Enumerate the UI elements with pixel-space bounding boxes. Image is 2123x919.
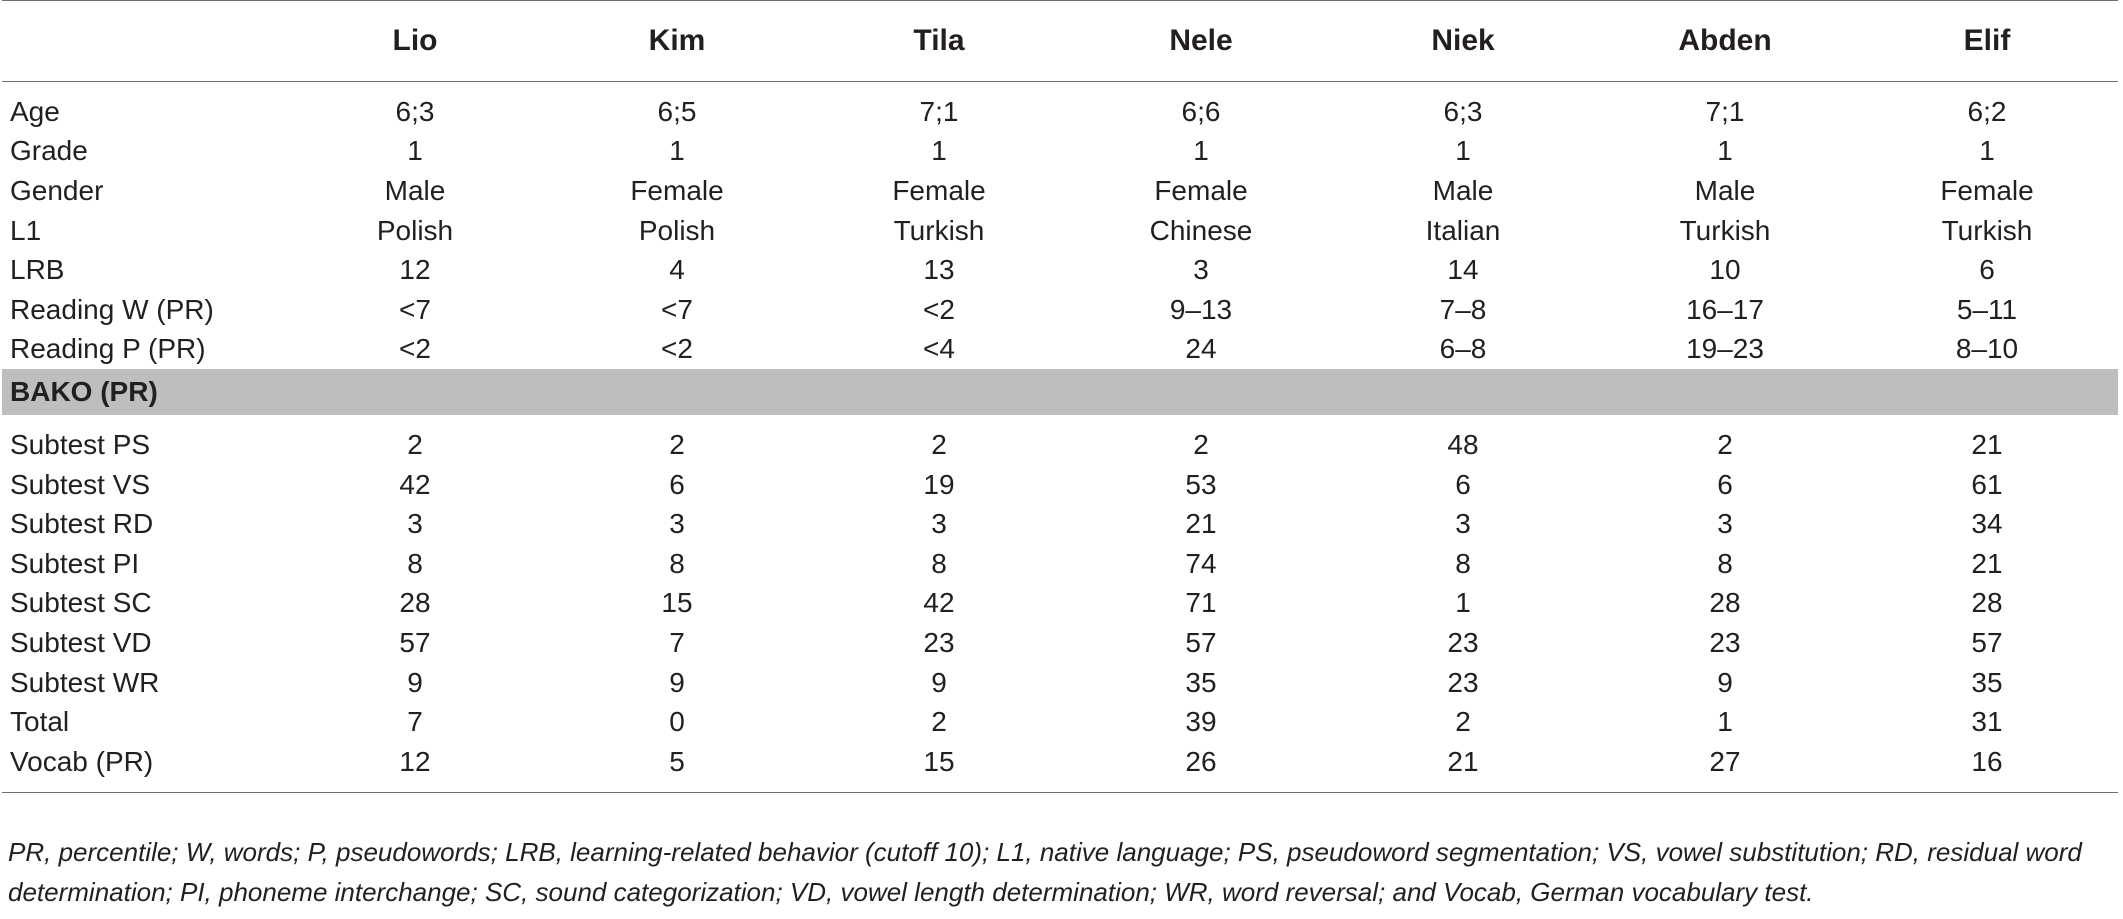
table-cell: Female <box>630 174 724 206</box>
table-cell: 9 <box>669 666 685 698</box>
table-cell: 16 <box>1856 742 2118 792</box>
table-cell: <7 <box>399 293 431 325</box>
table-cell: 1 <box>1455 135 1471 167</box>
header-cell-tila: Tila <box>808 1 1070 82</box>
table-cell: 2 <box>931 428 947 460</box>
table-cell: 2 <box>669 428 685 460</box>
table-cell: Female <box>892 174 986 206</box>
table-cell: 28 <box>1971 587 2003 619</box>
row-label: Subtest PS <box>10 428 151 460</box>
table-cell: 9 <box>407 666 423 698</box>
table-cell: 5–11 <box>1956 293 2018 325</box>
table-cell: 6 <box>1717 468 1733 500</box>
table-cell: 2 <box>1193 428 1209 460</box>
table-cell: 2 <box>931 706 947 738</box>
row-label: Grade <box>10 135 88 167</box>
table-cell: 12 <box>399 254 431 286</box>
table-cell: 8 <box>931 547 947 579</box>
table-cell: 28 <box>399 587 431 619</box>
table-cell: Male <box>1694 174 1756 206</box>
table-cell: 1 <box>1193 135 1209 167</box>
table-cell: 8 <box>1455 547 1471 579</box>
table-cell: 21 <box>1185 508 1217 540</box>
table-row <box>2 290 2118 330</box>
table-cell: 6 <box>669 468 685 500</box>
table-cell: Chinese <box>1149 214 1253 246</box>
table-cell: 57 <box>1971 626 2003 658</box>
table-cell: 2 <box>407 428 423 460</box>
table-cell: 19–23 <box>1686 333 1764 365</box>
table-row <box>2 171 2118 211</box>
table-cell: 42 <box>399 468 431 500</box>
table-row <box>2 584 2118 624</box>
row-label: Subtest SC <box>10 587 152 619</box>
table-row <box>2 132 2118 172</box>
table-cell: 0 <box>669 706 685 738</box>
table-cell: 39 <box>1185 706 1217 738</box>
table-row <box>2 82 2118 132</box>
header-cell-niek: Niek <box>1332 1 1594 82</box>
table-cell: 61 <box>1971 468 2003 500</box>
table-cell: 16–17 <box>1686 293 1764 325</box>
table-cell: Polish <box>638 214 716 246</box>
table-cell: Turkish <box>1941 214 2033 246</box>
table-cell: 26 <box>1070 742 1332 792</box>
table-cell: 1 <box>407 135 423 167</box>
table-cell: 2 <box>1717 428 1733 460</box>
table-cell: Male <box>1432 174 1494 206</box>
table-cell: 21 <box>1971 428 2003 460</box>
header-cell-empty <box>2 1 284 82</box>
table-cell: 7 <box>407 706 423 738</box>
table-cell: 1 <box>1717 706 1733 738</box>
table-cell: 21 <box>1971 547 2003 579</box>
table-cell: <2 <box>399 333 431 365</box>
table-row <box>2 544 2118 584</box>
table-cell: Turkish <box>893 214 985 246</box>
table-cell: 27 <box>1594 742 1856 792</box>
table-cell: 9 <box>931 666 947 698</box>
table-cell: 9–13 <box>1169 293 1233 325</box>
table-row <box>2 663 2118 703</box>
table-body-bako <box>2 415 2118 792</box>
table-cell: 53 <box>1185 468 1217 500</box>
row-label: L1 <box>10 214 42 246</box>
row-label: Subtest RD <box>10 508 154 540</box>
header-cell-abden: Abden <box>1594 1 1856 82</box>
header-row <box>2 1 2118 82</box>
table-cell: 57 <box>1185 626 1217 658</box>
table-cell: 12 <box>284 742 546 792</box>
table-cell: 1 <box>1979 135 1995 167</box>
table-cell: 15 <box>808 742 1070 792</box>
table-cell: 23 <box>1447 626 1479 658</box>
table-cell: 6;3 <box>1443 95 1483 127</box>
section-header-row <box>2 369 2118 415</box>
table-cell: 7;1 <box>919 95 959 127</box>
table-cell: 4 <box>669 254 685 286</box>
row-label: Total <box>10 706 70 738</box>
table-cell: 8 <box>1717 547 1733 579</box>
table-cell: 1 <box>669 135 685 167</box>
table-row <box>2 415 2118 465</box>
table-cell: 3 <box>1455 508 1471 540</box>
table-cell: 42 <box>923 587 955 619</box>
table-row <box>2 504 2118 544</box>
table-body-demographics <box>2 82 2118 370</box>
row-label: Reading W (PR) <box>10 293 214 325</box>
table-cell: 7 <box>669 626 685 658</box>
table-cell: 2 <box>1455 706 1471 738</box>
table-cell: <4 <box>923 333 955 365</box>
table-cell: 8 <box>407 547 423 579</box>
table-cell: 3 <box>931 508 947 540</box>
table-cell: 3 <box>669 508 685 540</box>
row-label: LRB <box>10 254 65 286</box>
row-label: Vocab (PR) <box>2 742 284 792</box>
table-cell: 6;2 <box>1967 95 2007 127</box>
table-cell: 28 <box>1709 587 1741 619</box>
table-cell: Female <box>1940 174 2034 206</box>
table-row <box>2 330 2118 370</box>
table-cell: 35 <box>1185 666 1217 698</box>
table-footnote: PR, percentile; W, words; P, pseudowords; LRB, learning-related behavior (cutoff 10); L1, native language; PS, pseudoword segmentation; VS, vowel substitution; RD, residual word determination; PI, phoneme interchange; SC, sound categorization; VD, vowel length determination; WR, word reversal; and Vocab, German vocabulary test. <box>8 837 2082 907</box>
table-cell: <2 <box>923 293 955 325</box>
table-cell: 13 <box>923 254 955 286</box>
table-cell: 57 <box>399 626 431 658</box>
table-cell: 6;3 <box>395 95 435 127</box>
table-cell: 19 <box>923 468 955 500</box>
section-header-label: BAKO (PR) <box>2 369 2118 415</box>
table-cell: 6;5 <box>657 95 697 127</box>
table-cell: 34 <box>1971 508 2003 540</box>
table-cell: 3 <box>407 508 423 540</box>
table-cell: 6;6 <box>1181 95 1221 127</box>
table-cell: 3 <box>1717 508 1733 540</box>
table-row <box>2 623 2118 663</box>
table-cell: Polish <box>376 214 454 246</box>
table-cell: 9 <box>1717 666 1733 698</box>
row-label: Subtest PI <box>10 547 140 579</box>
table-cell: 24 <box>1185 333 1217 365</box>
table-cell: 8–10 <box>1955 333 2019 365</box>
table-cell: Male <box>384 174 446 206</box>
table-cell: 48 <box>1447 428 1479 460</box>
header-cell-kim: Kim <box>546 1 808 82</box>
table-cell: 3 <box>1193 254 1209 286</box>
table-cell: 1 <box>1455 587 1471 619</box>
row-label: Gender <box>10 174 104 206</box>
table-cell: 14 <box>1447 254 1479 286</box>
table-cell: 23 <box>1447 666 1479 698</box>
table-cell: 5 <box>546 742 808 792</box>
table-cell: Turkish <box>1679 214 1771 246</box>
table-cell: 6 <box>1455 468 1471 500</box>
table-cell: 21 <box>1332 742 1594 792</box>
row-label: Subtest WR <box>10 666 160 698</box>
table-row <box>2 742 2118 792</box>
table-cell: 15 <box>661 587 693 619</box>
table-cell: 6–8 <box>1439 333 1487 365</box>
table-row <box>2 465 2118 505</box>
table-cell: 35 <box>1971 666 2003 698</box>
header-cell-lio: Lio <box>284 1 546 82</box>
table-row <box>2 250 2118 290</box>
table-cell: Female <box>1154 174 1248 206</box>
header-cell-nele: Nele <box>1070 1 1332 82</box>
table-cell: 7;1 <box>1705 95 1745 127</box>
table-cell: 71 <box>1185 587 1217 619</box>
table-row <box>2 211 2118 251</box>
table-cell: 31 <box>1971 706 2003 738</box>
table-cell: 23 <box>923 626 955 658</box>
row-label: Age <box>10 95 60 127</box>
table-row <box>2 702 2118 742</box>
table-cell: 6 <box>1979 254 1995 286</box>
table-cell: 7–8 <box>1439 293 1487 325</box>
table-cell: 1 <box>1717 135 1733 167</box>
participant-table <box>2 0 2118 793</box>
table-section-bako <box>2 369 2118 415</box>
row-label: Reading P (PR) <box>10 333 206 365</box>
table-cell: Italian <box>1425 214 1501 246</box>
table-cell: 1 <box>931 135 947 167</box>
header-cell-elif: Elif <box>1856 1 2118 82</box>
table-cell: 8 <box>669 547 685 579</box>
row-label: Subtest VS <box>10 468 151 500</box>
table-cell: <2 <box>661 333 693 365</box>
table-cell: 74 <box>1185 547 1217 579</box>
row-label: Subtest VD <box>10 626 152 658</box>
table-cell: 10 <box>1709 254 1741 286</box>
table-cell: <7 <box>661 293 693 325</box>
table-cell: 23 <box>1709 626 1741 658</box>
